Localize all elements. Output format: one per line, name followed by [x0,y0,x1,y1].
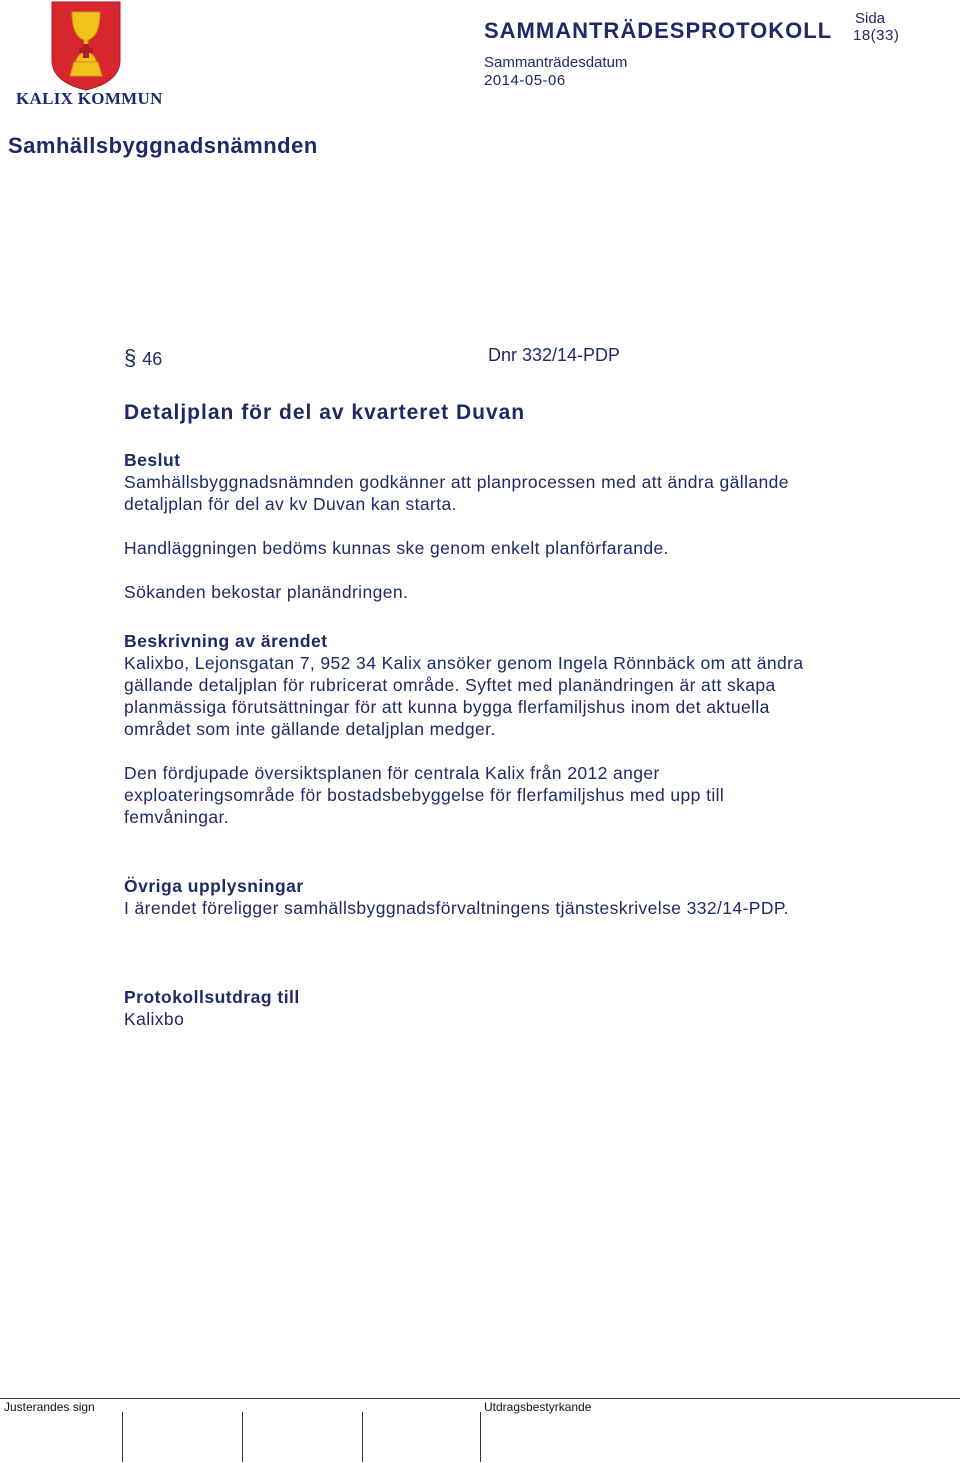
section-paragraph: Kalixbo, Lejonsgatan 7, 952 34 Kalix ansöker genom Ingela Rönnbäck om att ändra gällande detaljplan för rubricerat område. Syftet med planändringen är att skapa planmässiga förutsättningar för att kunna bygga flerfamiljshus inom det aktuella området som inte gällande detaljplan medger. [124,653,804,739]
signature-box-divider [242,1412,243,1462]
page-number: 18(33) [853,27,900,44]
signature-footer [0,1398,960,1463]
utdragsbestyrkande-label: Utdragsbestyrkande [484,1400,592,1414]
section-heading: Protokollsutdrag till [124,987,300,1007]
meeting-date-label: Sammanträdesdatum [484,54,628,71]
section-paragraph: Handläggningen bedöms kunnas ske genom enkelt planförfarande. [124,538,669,558]
meeting-date: 2014-05-06 [484,72,566,89]
section-paragraph: Den fördjupade översiktsplanen för centrala Kalix från 2012 anger exploateringsområde för bostadsbebyggelse för flerfamiljshus med upp till femvåningar. [124,763,725,827]
kalix-kommun-logo [12,0,162,112]
paragraph-number [124,345,162,371]
committee-name: Samhällsbyggnadsnämnden [8,133,318,158]
paragraph-symbol: § [124,345,137,370]
item-title: Detaljplan för del av kvarteret Duvan [124,401,526,424]
section-paragraph: Sökanden bekostar planändringen. [124,582,409,602]
paragraph-number-value: 46 [142,349,163,369]
justerandes-sign-label: Justerandes sign [4,1400,95,1414]
section-ovriga [124,875,844,919]
signature-box-divider [362,1412,363,1462]
signature-box-divider [480,1412,481,1462]
signature-box-divider [122,1412,123,1462]
footer-divider [0,1398,960,1399]
diary-number: Dnr 332/14-PDP [488,345,621,365]
section-protokollsutdrag [124,986,844,1030]
logo-text: KALIX KOMMUN [16,89,163,108]
section-beskrivning [124,630,844,828]
section-heading: Beslut [124,450,181,470]
section-paragraph: Kalixbo [124,1009,185,1029]
section-paragraph: I ärendet föreligger samhällsbyggnadsförvaltningens tjänsteskrivelse 332/14-PDP. [124,898,789,918]
document-title: SAMMANTRÄDESPROTOKOLL [484,18,833,43]
page-label: Sida [855,10,886,27]
section-heading: Övriga upplysningar [124,876,304,896]
section-heading: Beskrivning av ärendet [124,631,328,651]
section-beslut [124,449,844,603]
section-paragraph: Samhällsbyggnadsnämnden godkänner att planprocessen med att ändra gällande detaljplan för del av kv Duvan kan starta. [124,472,789,514]
